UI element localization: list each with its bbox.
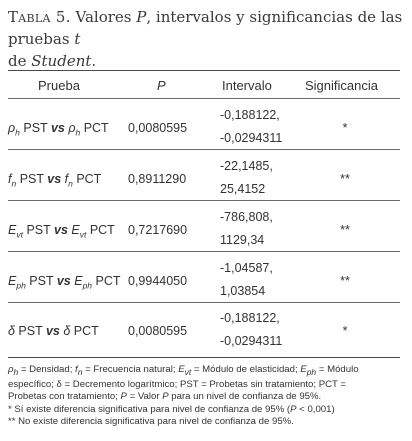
prueba-sub-a: vt [16, 229, 23, 240]
prueba-symbol-a: f [8, 172, 12, 186]
row-p-value: 0,9944050 [128, 274, 188, 288]
footnote-line-3: Probetas con tratamiento; P = Valor P para un nivel de confianza de 95%. [8, 391, 322, 403]
table-number: Tabla 5. [8, 8, 71, 26]
caption-text-3: de [8, 52, 32, 70]
prueba-vs: vs [56, 274, 71, 288]
caption-text-4: . [91, 52, 97, 70]
table-caption [8, 6, 404, 72]
row-significance: * [342, 324, 348, 338]
row-prueba [8, 324, 99, 341]
header-prueba: Prueba [38, 78, 80, 93]
prueba-vs: vs [45, 324, 60, 338]
row-significance: ** [340, 274, 350, 288]
prueba-text-a: PST [22, 223, 54, 237]
prueba-text-b: PCT [70, 324, 99, 338]
prueba-symbol-b: E [70, 274, 83, 288]
footnote-line-5: ** No existe diferencia significativa para nivel de confianza de 95%. [8, 416, 294, 428]
caption-t: t [74, 30, 81, 48]
prueba-text-b: PCT [80, 121, 109, 135]
row-interval-low: -786,808, [220, 210, 273, 224]
prueba-symbol-b: f [61, 172, 69, 186]
prueba-sub-a: ph [16, 280, 26, 291]
row-interval-high: 1129,34 [220, 233, 265, 247]
footnote-line-2: específico; δ = Decremento logarítmico; PST = Probetas sin tratamiento; PCT = [8, 378, 346, 390]
prueba-text-a: PST [16, 172, 48, 186]
prueba-text-b: PCT [72, 172, 102, 186]
row-p-value: 0,8911290 [128, 172, 187, 186]
row-significance: ** [340, 223, 350, 237]
prueba-sub-a: n [11, 178, 17, 189]
caption-text-1: Valores [70, 8, 137, 26]
prueba-vs: vs [50, 121, 65, 135]
footnote-abbreviations [8, 364, 404, 429]
prueba-text-a: PST [25, 274, 57, 288]
header-intervalo: Intervalo [222, 78, 272, 93]
row-interval-low: -22,1485, [220, 159, 273, 173]
row-significance: ** [340, 172, 350, 186]
prueba-symbol-b: δ [59, 324, 71, 338]
row-prueba [8, 223, 115, 240]
row-interval-high: 25,4152 [220, 182, 266, 196]
prueba-text-b: PCT [92, 274, 121, 288]
table-top-rule [8, 70, 400, 71]
footnote-line-4: * Sí existe diferencia significativa para nivel de confianza de 95% (P < 0,001) [8, 403, 335, 415]
prueba-vs: vs [54, 223, 68, 237]
row-interval-high: 1,03854 [220, 284, 266, 298]
row-interval-high: -0,0294311 [220, 131, 283, 145]
row-divider [8, 149, 400, 150]
row-p-value: 0,0080595 [128, 324, 188, 338]
row-divider [8, 200, 400, 201]
header-p: P [157, 78, 166, 93]
row-p-value: 0,0080595 [128, 121, 188, 135]
prueba-symbol-a: ρ [8, 121, 16, 135]
caption-text-2: , intervalos y significancias de las pruebas [8, 8, 403, 48]
row-p-value: 0,7217690 [128, 223, 188, 237]
prueba-symbol-a: δ [8, 324, 15, 338]
row-interval-low: -0,188122, [220, 311, 280, 325]
row-interval-high: -0,0294311 [220, 334, 283, 348]
caption-p: P [136, 8, 147, 26]
prueba-symbol-a: E [8, 223, 17, 237]
prueba-sub-a: h [15, 127, 20, 138]
row-prueba [8, 121, 109, 138]
prueba-sub-b: vt [79, 229, 87, 240]
row-prueba [8, 172, 101, 189]
prueba-sub-b: n [68, 178, 73, 189]
row-divider [8, 251, 400, 252]
prueba-sub-b: h [75, 127, 81, 138]
header-significancia: Significancia [305, 78, 378, 93]
caption-student: Student [31, 52, 92, 70]
prueba-sub-b: ph [82, 280, 93, 291]
header-rule [8, 98, 400, 99]
table-bottom-rule [8, 357, 400, 358]
prueba-symbol-b: E [67, 223, 80, 237]
row-divider [8, 302, 400, 303]
footnote-line-1: $\rho_h$ = Densidad; $f_n$ = Frecuencia natural; $E_{vt}$ = Módulo de elasticidad; $E_{ph}$ = Módulo [8, 364, 359, 377]
prueba-symbol-a: E [8, 274, 17, 288]
row-significance: * [342, 121, 348, 135]
row-interval-low: -1,04587, [220, 261, 273, 275]
row-interval-low: -0,188122, [220, 108, 280, 122]
prueba-text-b: PCT [86, 223, 115, 237]
prueba-symbol-b: ρ [64, 121, 76, 135]
prueba-vs: vs [47, 172, 62, 186]
prueba-text-a: PST [19, 121, 51, 135]
row-prueba [8, 274, 121, 291]
prueba-text-a: PST [14, 324, 46, 338]
